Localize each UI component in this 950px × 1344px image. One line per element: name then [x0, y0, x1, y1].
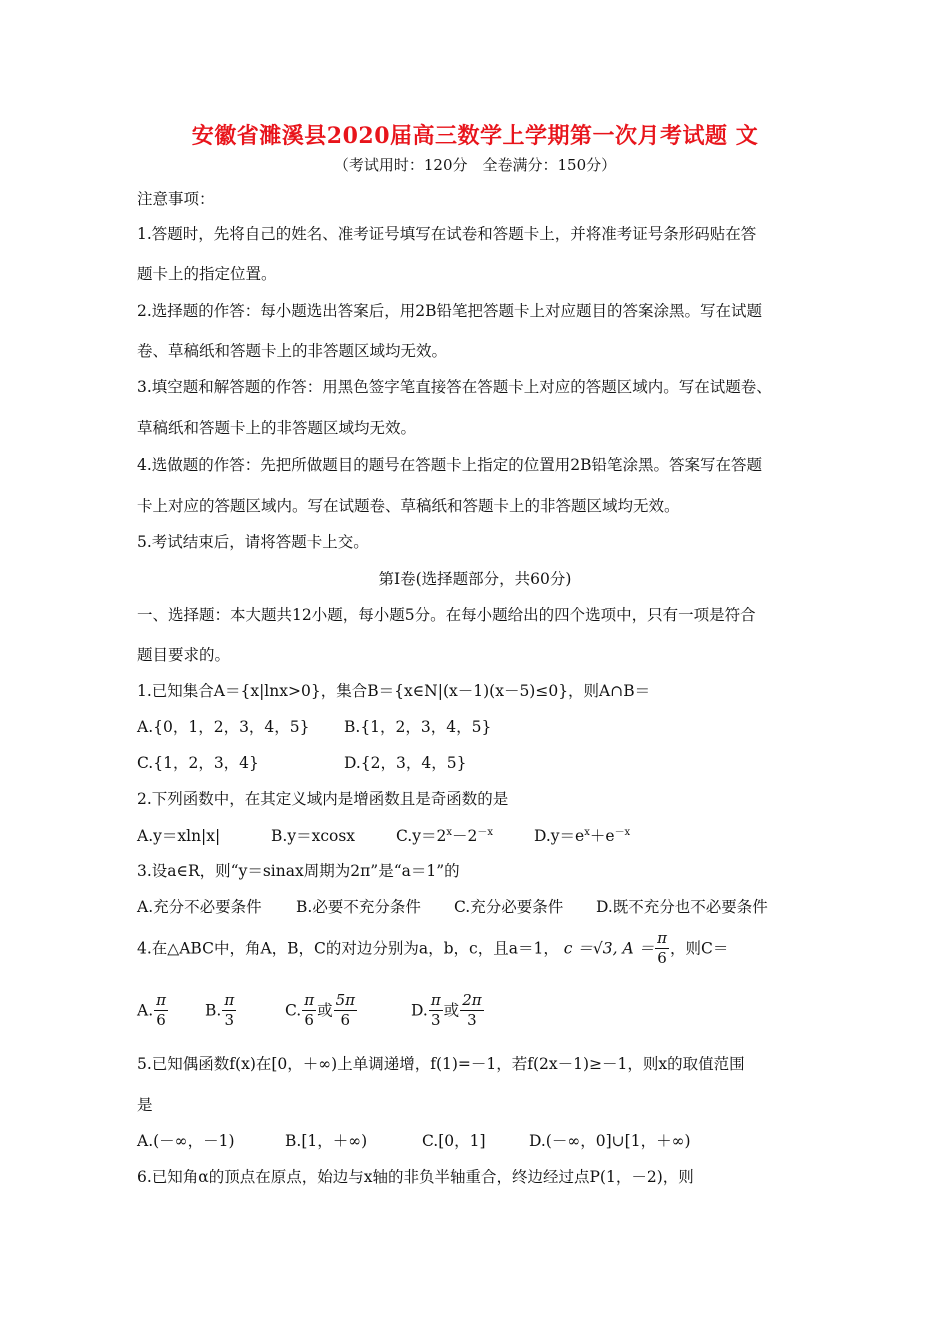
option-c: C. $\frac{\pi}{6}$ 或 $\frac{5\pi}{6}$: [285, 991, 356, 1029]
fraction-pi-over-6: $\frac{\pi}{6}$: [657, 929, 667, 967]
notice-line: 1.答题时，先将自己的姓名、准考证号填写在试卷和答题卡上，并将准考证号条形码贴在答: [137, 225, 757, 243]
exponent: x: [584, 827, 590, 838]
option-c-base: C.y＝2: [396, 827, 447, 846]
option-c: C.充分必要条件: [454, 898, 564, 916]
option-c: C.{1，2，3，4}: [137, 754, 259, 772]
option-a: A.(－∞，－1): [137, 1132, 235, 1150]
option-d: D.{2，3，4，5}: [344, 754, 467, 772]
option-d: D. $\frac{\pi}{3}$ 或 $\frac{2\pi}{3}$: [411, 991, 482, 1029]
notice-line: 卡上对应的答题区域内。写在试题卷、草稿纸和答题卡上的非答题区域均无效。: [137, 497, 680, 515]
question-5-options-row: [137, 1129, 691, 1151]
option-b: B.{1，2，3，4，5}: [344, 718, 492, 736]
fraction-pi-over-6: $\frac{\pi}{6}$: [156, 991, 166, 1029]
option-d-base: D.y＝e: [534, 827, 585, 846]
fraction-pi-over-3: $\frac{\pi}{3}$: [224, 991, 235, 1029]
section-intro: 一、选择题：本大题共12小题，每小题5分。在每小题给出的四个选项中，只有一项是符合: [137, 606, 756, 624]
notice-line: 3.填空题和解答题的作答：用黑色签字笔直接答在答题卡上对应的答题区域内。写在试题卷、: [137, 378, 772, 396]
question-1-options-row: [137, 751, 466, 773]
question-3-stem: 3.设a∈R，则“y＝sinax周期为2π”是“a＝1”的: [137, 862, 460, 880]
fraction-2pi-over-3: $\frac{2\pi}{3}$: [462, 991, 482, 1029]
option-b: B.[1，＋∞): [285, 1132, 368, 1150]
option-b: B.必要不充分条件: [296, 898, 421, 916]
question-1-stem: 1.已知集合A＝{x|lnx>0}，集合B＝{x∈N|(x－1)(x－5)≤0}，则A∩B＝: [137, 682, 651, 700]
question-1-options-row: [137, 715, 491, 737]
question-5-stem-cont: 是: [137, 1096, 153, 1114]
section-title: 第Ⅰ卷(选择题部分，共60分): [378, 570, 572, 588]
fraction-5pi-over-6: $\frac{5\pi}{6}$: [335, 991, 356, 1029]
notice-line: 卷、草稿纸和答题卡上的非答题区域均无效。: [137, 342, 448, 360]
exponent: x: [446, 827, 452, 838]
notice-line: 2.选择题的作答：每小题选出答案后，用2B铅笔把答题卡上对应题目的答案涂黑。写在试题: [137, 302, 763, 320]
question-3-options-row: [137, 895, 768, 917]
question-4-text: 4.在△ABC中，角A，B，C的对边分别为a，b，c，且a＝1，: [137, 939, 559, 958]
question-4-options-row: [137, 993, 485, 1028]
option-d: D.(－∞，0]∪[1，＋∞): [529, 1132, 691, 1150]
option-c: C.[0，1]: [422, 1132, 486, 1150]
question-2-stem: 2.下列函数中，在其定义域内是增函数且是奇函数的是: [137, 790, 509, 808]
notice-line: 4.选做题的作答：先把所做题目的题号在答题卡上指定的位置用2B铅笔涂黑。答案写在答题: [137, 456, 763, 474]
question-4-stem: [137, 931, 728, 966]
option-d: [534, 823, 630, 846]
option-c: [396, 823, 534, 846]
option-a: A.{0，1，2，3，4，5}: [137, 718, 310, 736]
question-4-text-end: ，则C＝: [669, 939, 729, 958]
exponent: －x: [477, 827, 494, 838]
option-b: B.y＝xcosx: [271, 827, 356, 846]
notice-heading: 注意事项：: [137, 190, 215, 208]
exam-subtitle: （考试用时：120分 全卷满分：150分）: [333, 156, 617, 174]
option-d-term: ＋e: [589, 827, 615, 846]
option-b: B. $\frac{\pi}{3}$: [205, 991, 235, 1029]
formula-c-a: c ＝√3, A ＝: [563, 939, 655, 958]
fraction-pi-over-6: $\frac{\pi}{6}$: [304, 991, 315, 1029]
section-intro: 题目要求的。: [137, 646, 231, 664]
question-2-options-row: [137, 823, 630, 846]
option-a: A.y＝xln|x|: [137, 827, 221, 846]
option-c-term: －2: [452, 827, 478, 846]
notice-line: 5.考试结束后，请将答题卡上交。: [137, 533, 369, 551]
exponent: －x: [614, 827, 631, 838]
notice-line: 草稿纸和答题卡上的非答题区域均无效。: [137, 419, 417, 437]
option-a: A. $\frac{\pi}{6}$: [137, 991, 166, 1029]
question-6-stem: 6.已知角α的顶点在原点，始边与x轴的非负半轴重合，终边经过点P(1，－2)，则: [137, 1168, 694, 1186]
fraction-pi-over-3: $\frac{\pi}{3}$: [430, 991, 441, 1029]
option-a: A.充分不必要条件: [137, 898, 262, 916]
option-d: D.既不充分也不必要条件: [596, 898, 768, 916]
exam-title: 安徽省濉溪县2020届高三数学上学期第一次月考试题 文: [191, 123, 759, 149]
question-5-stem: 5.已知偶函数f(x)在[0，＋∞)上单调递增，f(1)=－1，若f(2x－1)≥－1，则x的取值范围: [137, 1055, 745, 1073]
notice-line: 题卡上的指定位置。: [137, 265, 277, 283]
